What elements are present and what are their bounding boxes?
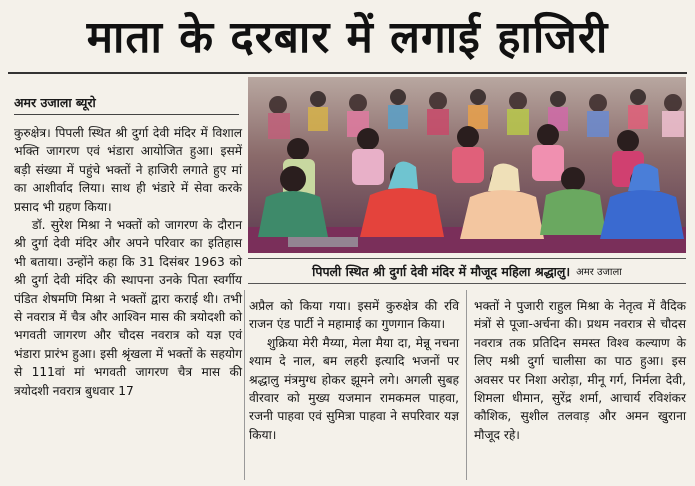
caption-text: पिपली स्थित श्री दुर्गा देवी मंदिर में मौजूद महिला श्रद्धालु। <box>312 263 571 279</box>
article-column-3 <box>474 297 686 444</box>
headline-rule <box>8 72 687 74</box>
article-paragraph: कुरुक्षेत्र। पिपली स्थित श्री दुर्गा देवी मंदिर में विशाल भक्ति जागरण एवं भंडारा आयोजित हुआ। इसमें बड़ी संख्या में पहुंचे भक्तों ने हाजिरी लगाते हुए मां का आशीर्वाद लिया। साथ ही भंडारे में सेवा करके प्रसाद भी ग्रहण किया। <box>14 126 242 214</box>
news-photo <box>248 77 686 253</box>
article-paragraph: अप्रैल को किया गया। इसमें कुरुक्षेत्र की रवि राजन एंड पार्टी ने महामाई का गुणगान किया। <box>249 299 459 332</box>
byline: अमर उजाला ब्यूरो <box>14 95 96 110</box>
photo-caption <box>248 258 686 284</box>
byline-rule <box>14 114 239 115</box>
article-paragraph: डॉ. सुरेश मिश्रा ने भक्तों को जागरण के दौरान श्री दुर्गा देवी मंदिर और अपने परिवार का इतिहास भी बताया। उन्होंने कहा कि 31 दिसंबर 1963 को श्री दुर्गा देवी मंदिर की स्थापना उनके पिता स्वर्गीय पंडित शेषमणि मिश्रा ने भक्तों द्वारा कराई थी। तभी से नवरात्र में चैत्र और आश्विन मास की त्रयोदशी को भगवती जागरण और चौदस नवरात्र को यज्ञ एवं भंडारा प्रारंभ हुआ। इसी श्रृंखला में भक्तों के सहयोग से 111वां मां भगवती जागरण चैत्र मास की त्रयोदशी नवरात्र बुधवार 17 <box>14 218 242 398</box>
headline: माता के दरबार में लगाई हाजिरी <box>86 12 609 63</box>
devotees-photo-illustration <box>248 77 686 253</box>
column-divider <box>466 290 467 480</box>
photo-credit: अमर उजाला <box>576 267 622 278</box>
column-divider <box>244 290 245 480</box>
article-paragraph: शुक्रिया मेरी मैय्या, मेला मैया दा, मेन्नू नचना श्याम दे नाल, बम लहरी इत्यादि भजनों पर श्रद्धालु मंत्रमुग्ध होकर झूमने लगे। अगली सुबह वीरवार को मुख्य यजमान रामकमल पाहवा, रजनी पाहवा एवं सुमित्रा पाहवा ने सपरिवार यज्ञ किया। <box>249 335 459 442</box>
article-column-1 <box>14 124 242 400</box>
article-paragraph: भक्तों ने पुजारी राहुल मिश्रा के नेतृत्व में वैदिक मंत्रों से पूजा-अर्चना की। प्रथम नवरात्र से चौदस नवरात्र तक प्रतिदिन समस्त विश्व कल्याण के लिए मश्री दुर्गा चालीसा का पाठ हुआ। इस अवसर पर निशा अरोड़ा, मीनू गर्ग, निर्मला देवी, शिमला धीमान, सुरेंद्र शर्मा, आचार्य रविशंकर कौशिक, सुशील तलवाड़ और अमन खुराना मौजूद रहे। <box>474 299 686 442</box>
article-column-2 <box>249 297 459 444</box>
